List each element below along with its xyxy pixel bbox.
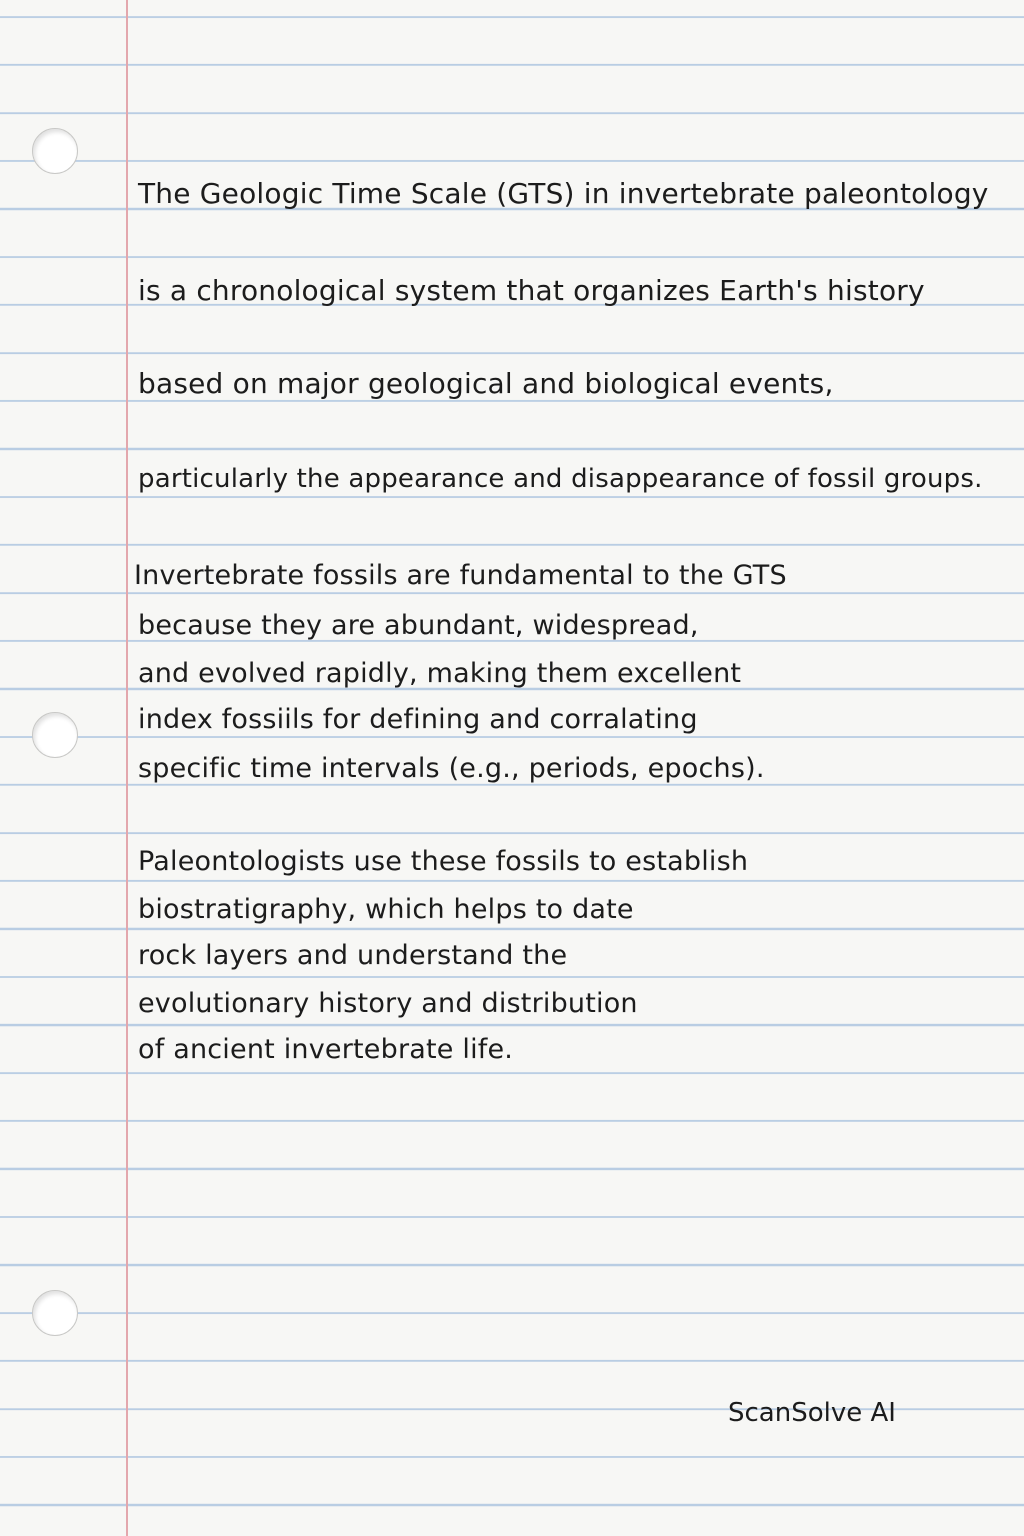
text-line: and evolved rapidly, making them excellent: [138, 658, 742, 689]
text-line: specific time intervals (e.g., periods, epochs).: [138, 753, 765, 784]
text-line: Paleontologists use these fossils to establish: [138, 846, 749, 877]
text-line: evolutionary history and distribution: [138, 988, 638, 1019]
text-line: Invertebrate fossils are fundamental to the GTS: [134, 560, 787, 591]
text-line: rock layers and understand the: [138, 940, 568, 971]
text-line: index fossiils for defining and corralating: [138, 704, 698, 735]
text-line: particularly the appearance and disappearance of fossil groups.: [138, 464, 983, 494]
margin-line: [126, 0, 128, 1536]
punch-hole: [32, 712, 78, 758]
signature: ScanSolve AI: [728, 1398, 896, 1428]
text-line: The Geologic Time Scale (GTS) in invertebrate paleontology: [138, 177, 989, 210]
text-line: is a chronological system that organizes Earth's history: [138, 274, 925, 307]
text-line: biostratigraphy, which helps to date: [138, 894, 634, 925]
punch-hole: [32, 128, 78, 174]
punch-hole: [32, 1290, 78, 1336]
text-line: of ancient invertebrate life.: [138, 1034, 514, 1065]
text-line: because they are abundant, widespread,: [138, 610, 699, 641]
text-line: based on major geological and biological events,: [138, 367, 834, 400]
